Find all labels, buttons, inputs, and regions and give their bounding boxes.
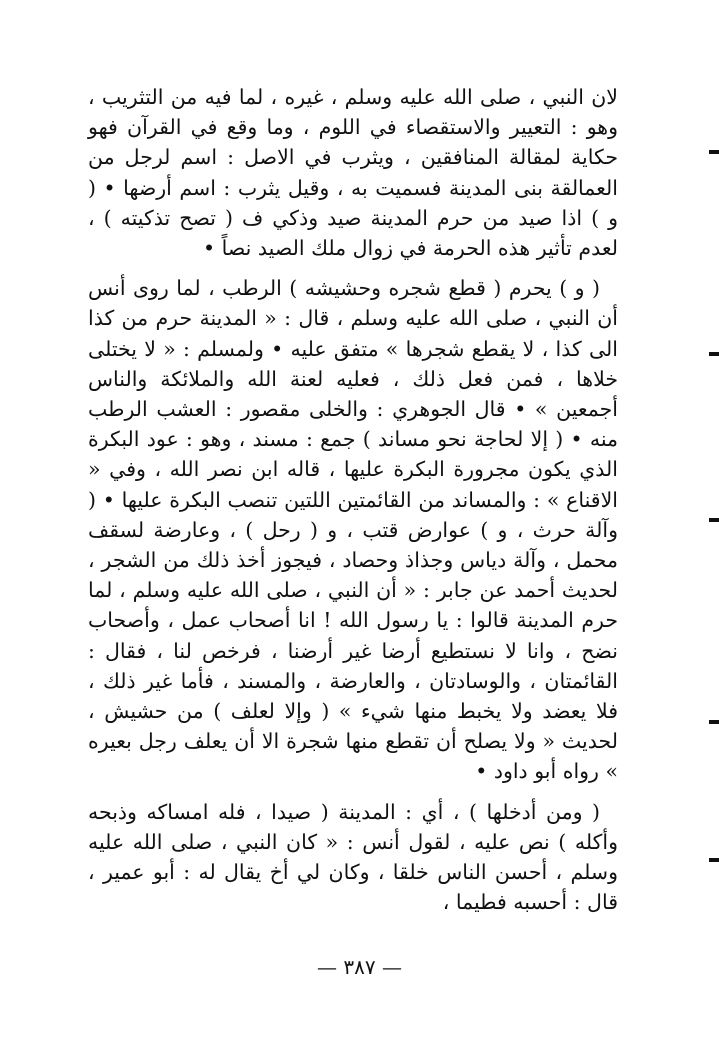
paragraph-1: لان النبي ، صلى الله عليه وسلم ، غيره ، لما فيه من التثريب ، وهو : التعيير والاستقصاء في اللوم ، وما وقع في القرآن فهو حكاية لمقالة المنافقين ، ويثرب في الاصل : اسم لرجل من العمالقة بنى المدينة فسميت به ، وقيل يثرب : اسم أرضها • ( و ) اذا صيد من حرم المدينة صيد وذكي ف ( تصح تذكيته ) ، لعدم تأثير هذه الحرمة في زوال ملك الصيد نصاً • <box>88 85 618 261</box>
margin-mark <box>709 352 719 356</box>
margin-mark <box>709 518 719 522</box>
paragraph-2: ( و ) يحرم ( قطع شجره وحشيشه ) الرطب ، لما روى أنس أن النبي ، صلى الله عليه وسلم ، قال : « المدينة حرم من كذا الى كذا ، لا يقطع شجرها » متفق عليه • ولمسلم : « لا يختلى خلاها ، فمن فعل ذلك ، فعليه لعنة الله والملائكة والناس أجمعين » • قال الجوهري : والخلى مقصور : العشب الرطب منه • ( إلا لحاجة نحو مساند ) جمع : مسند ، وهو : عود البكرة الذي يكون مجرورة البكرة عليها ، قاله ابن نصر الله ، وفي « الاقناع » : والمساند من القائمتين اللتين تنصب البكرة عليها • ( وآلة حرث ، و ) عوارض قتب ، و ( رحل ) ، وعارضة لسقف محمل ، وآلة دياس وجذاذ وحصاد ، فيجوز أخذ ذلك من الشجر ، لحديث أحمد عن جابر : « أن النبي ، صلى الله عليه وسلم ، لما حرم المدينة قالوا : يا رسول الله ! انا أصحاب عمل ، وأصحاب نضح ، وانا لا نستطيع أرضا غير أرضنا ، فرخص لنا ، فقال : القائمتان ، والوسادتان ، والعارضة ، والمسند ، فأما غير ذلك ، فلا يعضد ولا يخبط منها شيء » ( وإلا لعلف ) من حشيش ، لحديث « ولا يصلح أن تقطع منها شجرة الا أن يعلف رجل بعيره » رواه أبو داود • <box>88 276 618 784</box>
page-number: — ٣٨٧ — <box>317 955 402 979</box>
margin-mark <box>709 858 719 862</box>
main-text <box>88 82 618 927</box>
paragraph-3: ( ومن أدخلها ) ، أي : المدينة ( صيدا ، فله امساكه وذبحه وأكله ) نص عليه ، لقول أنس : « كان النبي ، صلى الله عليه وسلم ، أحسن الناس خلقا ، وكان لي أخ يقال له : أبو عمير ، قال : أحسبه فطيما ، <box>88 799 618 915</box>
margin-mark <box>709 150 719 154</box>
margin-mark <box>709 720 719 724</box>
